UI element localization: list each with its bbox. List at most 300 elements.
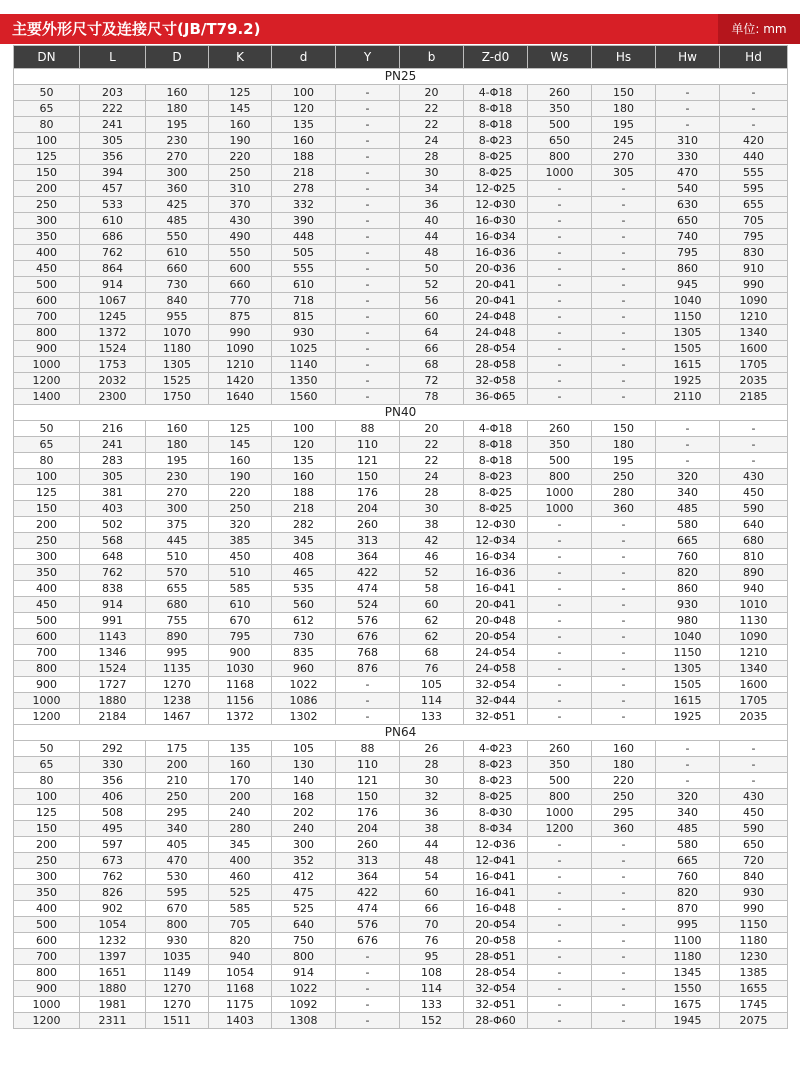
table-cell: 195 xyxy=(146,117,209,133)
table-cell: 1880 xyxy=(80,981,146,997)
table-cell: 28-Φ58 xyxy=(464,357,528,373)
table-cell: 24-Φ54 xyxy=(464,645,528,661)
table-cell: 555 xyxy=(272,261,336,277)
table-cell: 8-Φ18 xyxy=(464,453,528,469)
table-cell: 1232 xyxy=(80,933,146,949)
table-cell: 400 xyxy=(209,853,272,869)
table-cell: 202 xyxy=(272,805,336,821)
table-cell: 403 xyxy=(80,501,146,517)
table-cell: 800 xyxy=(14,965,80,981)
table-cell: 350 xyxy=(14,885,80,901)
table-cell: - xyxy=(592,1013,656,1029)
table-cell: 1010 xyxy=(720,597,788,613)
table-row xyxy=(14,213,788,229)
table-cell: 200 xyxy=(209,789,272,805)
table-cell: 1305 xyxy=(146,357,209,373)
table-cell: 240 xyxy=(209,805,272,821)
table-cell: 890 xyxy=(146,629,209,645)
table-cell: 500 xyxy=(528,453,592,469)
table-row xyxy=(14,917,788,933)
table-cell: 125 xyxy=(209,85,272,101)
table-cell: 650 xyxy=(720,837,788,853)
table-cell: 1090 xyxy=(720,629,788,645)
table-cell: 16-Φ34 xyxy=(464,229,528,245)
table-cell: 1385 xyxy=(720,965,788,981)
table-cell: 16-Φ36 xyxy=(464,245,528,261)
table-cell: 770 xyxy=(209,293,272,309)
table-cell: 320 xyxy=(209,517,272,533)
table-row xyxy=(14,629,788,645)
table-cell: - xyxy=(528,293,592,309)
table-cell: 1651 xyxy=(80,965,146,981)
table-cell: 720 xyxy=(720,853,788,869)
table-cell: 260 xyxy=(336,837,400,853)
table-cell: 350 xyxy=(528,101,592,117)
table-cell: - xyxy=(528,917,592,933)
table-cell: 800 xyxy=(146,917,209,933)
table-cell: 600 xyxy=(14,629,80,645)
table-cell: 32-Φ54 xyxy=(464,677,528,693)
table-cell: 24-Φ48 xyxy=(464,325,528,341)
table-cell: - xyxy=(656,757,720,773)
table-cell: - xyxy=(528,277,592,293)
table-cell: - xyxy=(336,981,400,997)
table-cell: 310 xyxy=(209,181,272,197)
table-cell: 292 xyxy=(80,741,146,757)
table-cell: 1067 xyxy=(80,293,146,309)
table-cell: 68 xyxy=(400,357,464,373)
table-row xyxy=(14,197,788,213)
table-cell: - xyxy=(592,853,656,869)
table-cell: 150 xyxy=(336,789,400,805)
table-cell: 2110 xyxy=(656,389,720,405)
table-cell: 475 xyxy=(272,885,336,901)
table-cell: - xyxy=(336,197,400,213)
table-cell: 1305 xyxy=(656,661,720,677)
table-cell: 30 xyxy=(400,773,464,789)
table-cell: 340 xyxy=(656,485,720,501)
table-cell: 1200 xyxy=(528,821,592,837)
table-cell: 1180 xyxy=(656,949,720,965)
table-cell: 610 xyxy=(209,597,272,613)
pressure-class-label: PN25 xyxy=(14,69,788,85)
table-cell: 1600 xyxy=(720,341,788,357)
table-cell: - xyxy=(528,229,592,245)
table-cell: 125 xyxy=(209,421,272,437)
column-header: Ws xyxy=(528,46,592,69)
table-cell: 300 xyxy=(272,837,336,853)
table-cell: 665 xyxy=(656,853,720,869)
column-header: Hd xyxy=(720,46,788,69)
table-cell: 12-Φ36 xyxy=(464,837,528,853)
table-cell: 1981 xyxy=(80,997,146,1013)
table-row xyxy=(14,437,788,453)
table-cell: 1200 xyxy=(14,1013,80,1029)
table-row xyxy=(14,693,788,709)
table-cell: - xyxy=(592,517,656,533)
table-cell: 405 xyxy=(146,837,209,853)
table-cell: 250 xyxy=(14,853,80,869)
table-cell: 2300 xyxy=(80,389,146,405)
column-header: Hs xyxy=(592,46,656,69)
table-cell: - xyxy=(720,421,788,437)
table-row xyxy=(14,421,788,437)
table-cell: 474 xyxy=(336,901,400,917)
table-cell: 1180 xyxy=(146,341,209,357)
table-cell: - xyxy=(528,901,592,917)
table-cell: - xyxy=(720,453,788,469)
table-cell: 600 xyxy=(209,261,272,277)
table-cell: 990 xyxy=(720,901,788,917)
table-cell: 150 xyxy=(14,165,80,181)
table-cell: 352 xyxy=(272,853,336,869)
table-row xyxy=(14,597,788,613)
table-cell: 655 xyxy=(146,581,209,597)
table-cell: 356 xyxy=(80,149,146,165)
table-cell: 1615 xyxy=(656,693,720,709)
table-cell: 60 xyxy=(400,885,464,901)
table-cell: 570 xyxy=(146,565,209,581)
column-header: D xyxy=(146,46,209,69)
table-cell: 524 xyxy=(336,597,400,613)
table-cell: 24 xyxy=(400,133,464,149)
table-cell: - xyxy=(592,981,656,997)
table-cell: 510 xyxy=(209,565,272,581)
table-cell: 218 xyxy=(272,165,336,181)
table-cell: - xyxy=(592,693,656,709)
table-cell: 1168 xyxy=(209,677,272,693)
table-cell: - xyxy=(528,933,592,949)
table-cell: - xyxy=(528,565,592,581)
table-cell: 50 xyxy=(14,421,80,437)
table-cell: 1340 xyxy=(720,325,788,341)
table-cell: 450 xyxy=(14,597,80,613)
table-cell: 170 xyxy=(209,773,272,789)
table-cell: 4-Φ18 xyxy=(464,85,528,101)
table-cell: 125 xyxy=(14,149,80,165)
table-cell: - xyxy=(720,437,788,453)
column-header: K xyxy=(209,46,272,69)
table-cell: - xyxy=(336,1013,400,1029)
table-cell: - xyxy=(592,245,656,261)
table-cell: 305 xyxy=(80,469,146,485)
table-cell: 500 xyxy=(528,117,592,133)
table-cell: - xyxy=(336,949,400,965)
table-cell: 250 xyxy=(209,165,272,181)
table-cell: 820 xyxy=(656,885,720,901)
table-row xyxy=(14,485,788,501)
table-cell: 32-Φ58 xyxy=(464,373,528,389)
table-cell: 1524 xyxy=(80,661,146,677)
table-row xyxy=(14,181,788,197)
table-cell: 300 xyxy=(146,501,209,517)
table-cell: 1000 xyxy=(528,485,592,501)
table-cell: 1149 xyxy=(146,965,209,981)
table-cell: 300 xyxy=(14,549,80,565)
table-cell: 188 xyxy=(272,485,336,501)
table-cell: 576 xyxy=(336,917,400,933)
table-cell: 474 xyxy=(336,581,400,597)
table-cell: - xyxy=(528,677,592,693)
table-cell: 350 xyxy=(528,757,592,773)
table-cell: 88 xyxy=(336,741,400,757)
table-cell: 440 xyxy=(720,149,788,165)
table-row xyxy=(14,837,788,853)
table-row xyxy=(14,549,788,565)
table-cell: 250 xyxy=(592,469,656,485)
table-cell: - xyxy=(336,85,400,101)
table-row xyxy=(14,133,788,149)
table-cell: 250 xyxy=(592,789,656,805)
table-cell: 16-Φ48 xyxy=(464,901,528,917)
table-cell: 568 xyxy=(80,533,146,549)
table-cell: 1000 xyxy=(14,693,80,709)
table-cell: 1505 xyxy=(656,341,720,357)
table-cell: 930 xyxy=(720,885,788,901)
table-cell: 1092 xyxy=(272,997,336,1013)
table-cell: - xyxy=(528,309,592,325)
table-cell: - xyxy=(592,597,656,613)
table-cell: 400 xyxy=(14,581,80,597)
table-cell: 200 xyxy=(146,757,209,773)
table-cell: - xyxy=(656,101,720,117)
table-cell: 150 xyxy=(14,821,80,837)
table-cell: 470 xyxy=(656,165,720,181)
table-cell: 680 xyxy=(720,533,788,549)
table-cell: 495 xyxy=(80,821,146,837)
table-cell: 195 xyxy=(146,453,209,469)
table-cell: - xyxy=(528,197,592,213)
table-cell: - xyxy=(336,293,400,309)
table-cell: 820 xyxy=(656,565,720,581)
table-cell: 1550 xyxy=(656,981,720,997)
table-cell: 940 xyxy=(720,581,788,597)
table-cell: 2032 xyxy=(80,373,146,389)
table-cell: 500 xyxy=(14,613,80,629)
table-cell: 1655 xyxy=(720,981,788,997)
table-cell: 870 xyxy=(656,901,720,917)
table-cell: 485 xyxy=(656,501,720,517)
table-cell: 70 xyxy=(400,917,464,933)
table-cell: - xyxy=(720,101,788,117)
table-cell: 16-Φ34 xyxy=(464,549,528,565)
table-cell: 295 xyxy=(592,805,656,821)
pressure-class-row xyxy=(14,725,788,741)
table-cell: 597 xyxy=(80,837,146,853)
table-row xyxy=(14,645,788,661)
table-cell: 1400 xyxy=(14,389,80,405)
column-header: Y xyxy=(336,46,400,69)
table-cell: 1150 xyxy=(720,917,788,933)
table-cell: 533 xyxy=(80,197,146,213)
table-cell: 24 xyxy=(400,469,464,485)
table-cell: 204 xyxy=(336,501,400,517)
table-cell: 445 xyxy=(146,533,209,549)
table-cell: 580 xyxy=(656,837,720,853)
table-cell: 826 xyxy=(80,885,146,901)
table-cell: - xyxy=(656,117,720,133)
table-row xyxy=(14,853,788,869)
table-cell: 241 xyxy=(80,117,146,133)
pressure-class-row xyxy=(14,69,788,85)
table-cell: 16-Φ41 xyxy=(464,885,528,901)
table-row xyxy=(14,277,788,293)
table-cell: 305 xyxy=(592,165,656,181)
table-cell: - xyxy=(656,421,720,437)
table-row xyxy=(14,821,788,837)
table-cell: 1308 xyxy=(272,1013,336,1029)
table-cell: 130 xyxy=(272,757,336,773)
table-cell: - xyxy=(528,325,592,341)
table-cell: 945 xyxy=(656,277,720,293)
table-cell: - xyxy=(528,389,592,405)
table-cell: - xyxy=(336,341,400,357)
table-cell: 457 xyxy=(80,181,146,197)
table-cell: 800 xyxy=(528,469,592,485)
table-cell: 902 xyxy=(80,901,146,917)
table-cell: - xyxy=(592,293,656,309)
table-cell: 40 xyxy=(400,213,464,229)
table-cell: - xyxy=(336,357,400,373)
table-cell: 364 xyxy=(336,869,400,885)
table-cell: 1305 xyxy=(656,325,720,341)
table-cell: 1156 xyxy=(209,693,272,709)
table-cell: 1372 xyxy=(80,325,146,341)
column-header: b xyxy=(400,46,464,69)
table-cell: 1745 xyxy=(720,997,788,1013)
table-cell: 100 xyxy=(14,469,80,485)
table-cell: 686 xyxy=(80,229,146,245)
table-row xyxy=(14,101,788,117)
table-cell: 180 xyxy=(146,437,209,453)
table-cell: 12-Φ25 xyxy=(464,181,528,197)
table-cell: 1705 xyxy=(720,357,788,373)
table-cell: - xyxy=(336,101,400,117)
table-cell: - xyxy=(592,917,656,933)
table-cell: 430 xyxy=(720,469,788,485)
table-cell: 991 xyxy=(80,613,146,629)
table-cell: 676 xyxy=(336,629,400,645)
table-cell: 485 xyxy=(656,821,720,837)
table-cell: 8-Φ34 xyxy=(464,821,528,837)
table-cell: 422 xyxy=(336,565,400,581)
table-cell: 125 xyxy=(14,485,80,501)
table-cell: 530 xyxy=(146,869,209,885)
table-cell: - xyxy=(336,389,400,405)
table-cell: 864 xyxy=(80,261,146,277)
table-cell: 576 xyxy=(336,613,400,629)
table-cell: - xyxy=(528,885,592,901)
table-cell: 760 xyxy=(656,549,720,565)
table-cell: 8-Φ23 xyxy=(464,133,528,149)
table-cell: 300 xyxy=(14,213,80,229)
table-cell: - xyxy=(592,885,656,901)
table-cell: 1000 xyxy=(528,805,592,821)
table-cell: 110 xyxy=(336,437,400,453)
table-cell: 350 xyxy=(14,565,80,581)
table-cell: 585 xyxy=(209,901,272,917)
table-cell: 1054 xyxy=(209,965,272,981)
table-cell: 180 xyxy=(592,437,656,453)
table-cell: 160 xyxy=(592,741,656,757)
table-cell: 34 xyxy=(400,181,464,197)
table-cell: 176 xyxy=(336,805,400,821)
table-cell: 525 xyxy=(209,885,272,901)
table-cell: 12-Φ30 xyxy=(464,517,528,533)
table-cell: - xyxy=(528,1013,592,1029)
table-cell: 42 xyxy=(400,533,464,549)
table-cell: 960 xyxy=(272,661,336,677)
table-cell: 121 xyxy=(336,773,400,789)
table-cell: 800 xyxy=(14,661,80,677)
table-cell: 660 xyxy=(146,261,209,277)
table-cell: 176 xyxy=(336,485,400,501)
table-cell: 555 xyxy=(720,165,788,181)
table-cell: 350 xyxy=(14,229,80,245)
table-cell: - xyxy=(528,837,592,853)
table-cell: - xyxy=(528,693,592,709)
table-cell: 1022 xyxy=(272,677,336,693)
table-cell: 1150 xyxy=(656,309,720,325)
table-cell: 600 xyxy=(14,293,80,309)
table-cell: 940 xyxy=(209,949,272,965)
table-cell: 8-Φ30 xyxy=(464,805,528,821)
table-cell: - xyxy=(528,373,592,389)
table-cell: 330 xyxy=(656,149,720,165)
table-cell: 800 xyxy=(528,789,592,805)
table-cell: - xyxy=(336,229,400,245)
table-cell: 406 xyxy=(80,789,146,805)
column-header: d xyxy=(272,46,336,69)
table-cell: - xyxy=(528,869,592,885)
table-cell: 54 xyxy=(400,869,464,885)
table-cell: 1640 xyxy=(209,389,272,405)
table-cell: - xyxy=(592,565,656,581)
table-cell: 20-Φ54 xyxy=(464,917,528,933)
table-cell: - xyxy=(528,533,592,549)
table-cell: - xyxy=(592,629,656,645)
table-cell: - xyxy=(528,181,592,197)
table-cell: 65 xyxy=(14,101,80,117)
table-cell: 1210 xyxy=(209,357,272,373)
table-cell: 8-Φ18 xyxy=(464,117,528,133)
table-cell: - xyxy=(656,453,720,469)
pressure-class-row xyxy=(14,405,788,421)
table-cell: 718 xyxy=(272,293,336,309)
table-cell: - xyxy=(592,533,656,549)
table-cell: 2035 xyxy=(720,709,788,725)
table-cell: 28 xyxy=(400,757,464,773)
table-cell: 28-Φ51 xyxy=(464,949,528,965)
table-cell: - xyxy=(592,213,656,229)
table-cell: 80 xyxy=(14,117,80,133)
table-cell: 360 xyxy=(592,821,656,837)
table-cell: 345 xyxy=(209,837,272,853)
table-cell: 1040 xyxy=(656,293,720,309)
table-cell: 36-Φ65 xyxy=(464,389,528,405)
table-cell: - xyxy=(592,613,656,629)
table-cell: - xyxy=(528,341,592,357)
table-cell: 1345 xyxy=(656,965,720,981)
table-cell: 50 xyxy=(14,85,80,101)
table-cell: 203 xyxy=(80,85,146,101)
table-cell: 650 xyxy=(656,213,720,229)
table-row xyxy=(14,741,788,757)
table-cell: 900 xyxy=(209,645,272,661)
table-cell: 1100 xyxy=(656,933,720,949)
table-cell: 120 xyxy=(272,437,336,453)
column-header: Z-d0 xyxy=(464,46,528,69)
